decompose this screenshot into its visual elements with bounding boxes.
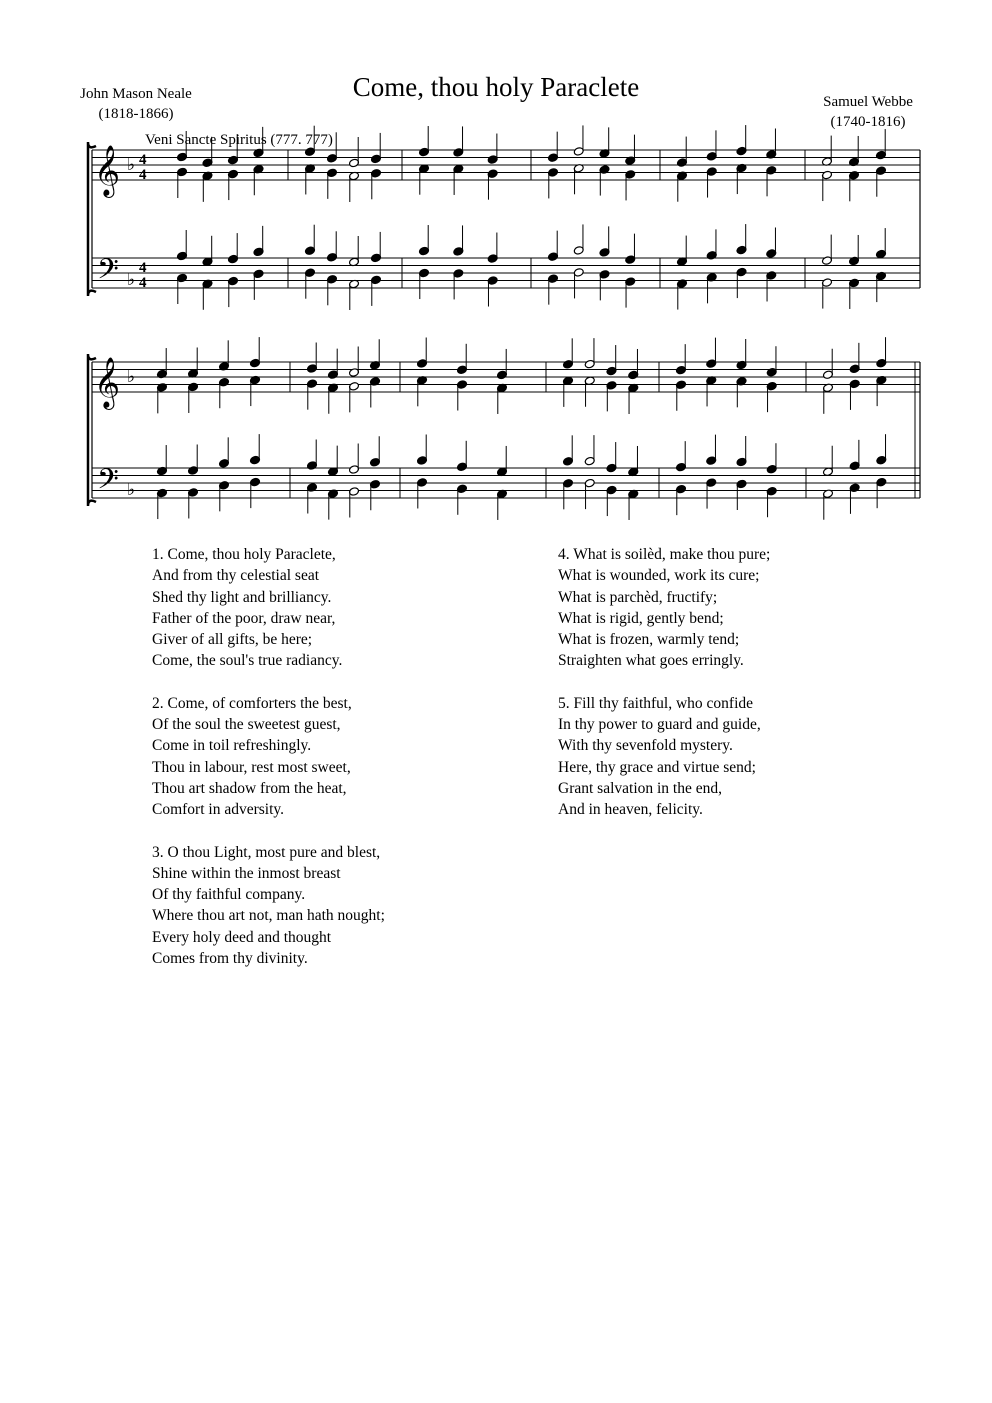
verse-line: Shine within the inmost breast	[152, 864, 341, 882]
verse-line: Where thou art not, man hath nought;	[152, 907, 385, 925]
verse-line: Thou art shadow from the heat,	[152, 779, 347, 797]
verse-5	[558, 693, 770, 821]
verse-line: Comes from thy divinity.	[152, 950, 308, 968]
verse-line: Come, the soul's true radiancy.	[152, 652, 343, 670]
hymn-title: Come, thou holy Paraclete	[352, 72, 640, 102]
treble-clef: 𝄞	[94, 357, 121, 408]
time-signature-digit: 4	[139, 167, 147, 183]
music-score	[0, 0, 992, 540]
verse-2	[152, 693, 385, 821]
verse-line: Grant salvation in the end,	[558, 779, 722, 797]
verse-4	[558, 544, 770, 672]
composer-name: Samuel Webbe	[823, 94, 913, 110]
time-signature-digit: 4	[139, 275, 147, 291]
tune-name: Veni Sancte Spiritus (777. 777)	[145, 132, 333, 148]
verse-line: 4. What is soilèd, make thou pure;	[558, 546, 771, 563]
time-signature-digit: 4	[139, 260, 147, 276]
key-flat: ♭	[127, 270, 136, 290]
verse-3	[152, 842, 385, 970]
verse-line: What is parchèd, fructify;	[558, 588, 718, 606]
verse-line: Come in toil refreshingly.	[152, 737, 312, 755]
verse-line: Here, thy grace and virtue send;	[558, 758, 756, 776]
verses-column-right	[558, 544, 770, 842]
author-dates: (1818-1866)	[98, 106, 174, 122]
author-name: John Mason Neale	[80, 86, 192, 102]
bass-clef: 𝄢	[97, 253, 119, 293]
verse-line: 2. Come, of comforters the best,	[152, 694, 352, 712]
key-flat: ♭	[127, 367, 136, 387]
verse-line: 5. Fill thy faithful, who confide	[558, 694, 754, 712]
verse-line: Every holy deed and thought	[152, 928, 332, 946]
verse-line: Thou in labour, rest most sweet,	[152, 758, 351, 776]
verse-line: What is frozen, warmly tend;	[558, 631, 740, 649]
verse-line: What is wounded, work its cure;	[558, 567, 760, 585]
verse-line: With thy sevenfold mystery.	[558, 737, 733, 755]
verse-line: Father of the poor, draw near,	[152, 609, 336, 627]
verse-line: 1. Come, thou holy Paraclete,	[152, 546, 336, 563]
treble-clef: 𝄞	[94, 145, 121, 196]
time-signature-digit: 4	[139, 152, 147, 168]
verse-line: 3. O thou Light, most pure and blest,	[152, 843, 381, 861]
verse-line: Shed thy light and brilliancy.	[152, 588, 332, 606]
verse-1	[152, 544, 385, 672]
bass-clef: 𝄢	[97, 463, 119, 503]
verse-line: Straighten what goes erringly.	[558, 652, 744, 670]
verse-line: What is rigid, gently bend;	[558, 609, 724, 627]
verse-line: Of the soul the sweetest guest,	[152, 716, 341, 734]
verse-line: In thy power to guard and guide,	[558, 716, 761, 734]
key-flat: ♭	[127, 480, 136, 500]
verse-line: Of thy faithful company.	[152, 886, 306, 904]
verse-line: Comfort in adversity.	[152, 801, 285, 819]
verse-line: And from thy celestial seat	[152, 567, 320, 585]
key-flat: ♭	[127, 155, 136, 175]
verse-line: Giver of all gifts, be here;	[152, 631, 313, 649]
composer-dates: (1740-1816)	[830, 114, 906, 130]
verses-column-left	[152, 544, 385, 990]
verse-line: And in heaven, felicity.	[558, 801, 703, 819]
